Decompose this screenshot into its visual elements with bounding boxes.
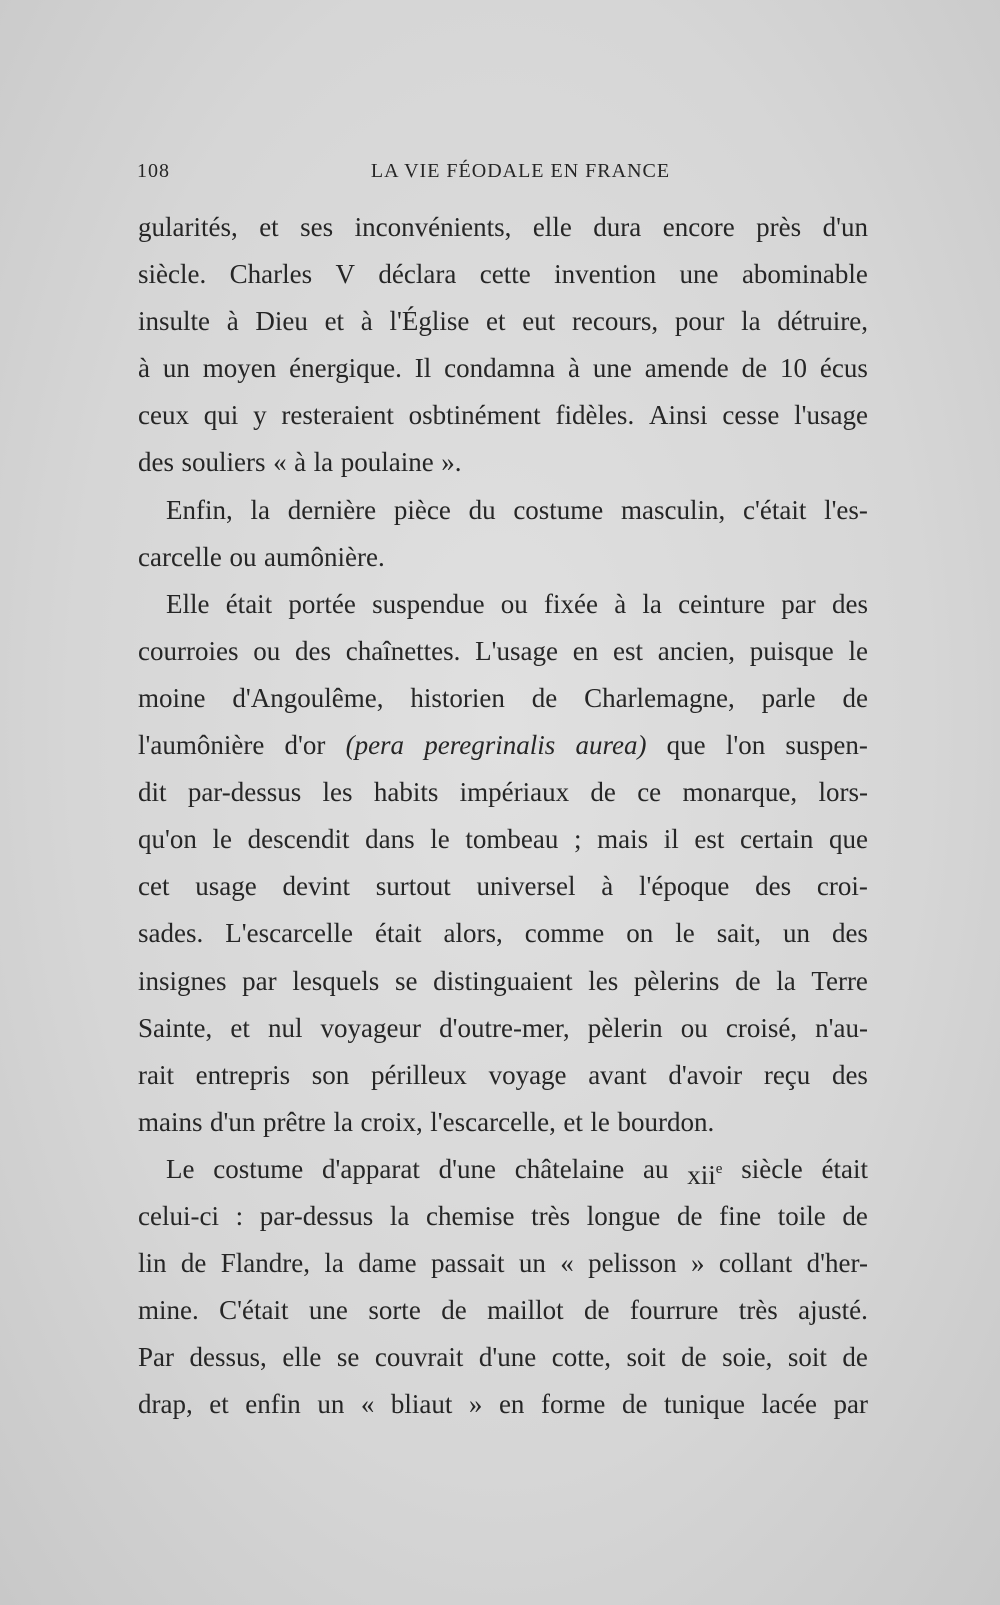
text-line: à un moyen énergique. Il condamna à une amende de 10 écus: [138, 353, 868, 384]
running-title: LA VIE FÉODALE EN FRANCE: [370, 160, 671, 182]
text-line: lin de Flandre, la dame passait un « pelisson » collant d'her-: [138, 1248, 868, 1279]
page-number: 108: [137, 160, 170, 182]
text-line: ceux qui y resteraient osbtinément fidèles. Ainsi cesse l'usage: [138, 400, 868, 431]
text-line: drap, et enfin un « bliaut » en forme de tunique lacée par: [138, 1389, 868, 1420]
text-line: Le costume d'apparat d'une châtelaine au xii$^e$ siècle était: [166, 1153, 868, 1190]
text-line: courroies ou des chaînettes. L'usage en est ancien, puisque le: [138, 635, 868, 666]
text-line: Enfin, la dernière pièce du costume masculin, c'était l'es-: [166, 494, 868, 525]
text-line: Par dessus, elle se couvrait d'une cotte, soit de soie, soit de: [138, 1342, 868, 1373]
page-header: [137, 160, 864, 192]
body-text: [138, 204, 868, 1428]
text-line: des souliers « à la poulaine ».: [138, 447, 462, 478]
text-line: Sainte, et nul voyageur d'outre-mer, pèlerin ou croisé, n'au-: [138, 1012, 868, 1043]
text-line: mains d'un prêtre la croix, l'escarcelle, et le bourdon.: [138, 1106, 715, 1137]
text-line: insulte à Dieu et à l'Église et eut recours, pour la détruire,: [138, 306, 868, 337]
text-line: dit par-dessus les habits impériaux de ce monarque, lors-: [138, 777, 868, 808]
text-line: qu'on le descendit dans le tombeau ; mais il est certain que: [138, 824, 868, 855]
text-line: gularités, et ses inconvénients, elle dura encore près d'un: [138, 212, 868, 242]
text-line: carcelle ou aumônière.: [138, 541, 385, 572]
text-line: cet usage devint surtout universel à l'époque des croi-: [138, 871, 868, 902]
text-line: sades. L'escarcelle était alors, comme on le sait, un des: [138, 918, 868, 949]
text-line: l'aumônière d'or (pera peregrinalis aurea) que l'on suspen-: [138, 730, 868, 761]
text-line: rait entrepris son périlleux voyage avant d'avoir reçu des: [138, 1059, 868, 1090]
text-line: Elle était portée suspendue ou fixée à la ceinture par des: [166, 588, 868, 619]
text-line: siècle. Charles V déclara cette invention une abominable: [138, 259, 868, 290]
text-line: mine. C'était une sorte de maillot de fourrure très ajusté.: [138, 1295, 868, 1326]
text-line: celui-ci : par-dessus la chemise très longue de fine toile de: [138, 1200, 868, 1231]
text-line: insignes par lesquels se distinguaient les pèlerins de la Terre: [138, 965, 868, 996]
text-line: moine d'Angoulême, historien de Charlemagne, parle de: [138, 682, 868, 713]
